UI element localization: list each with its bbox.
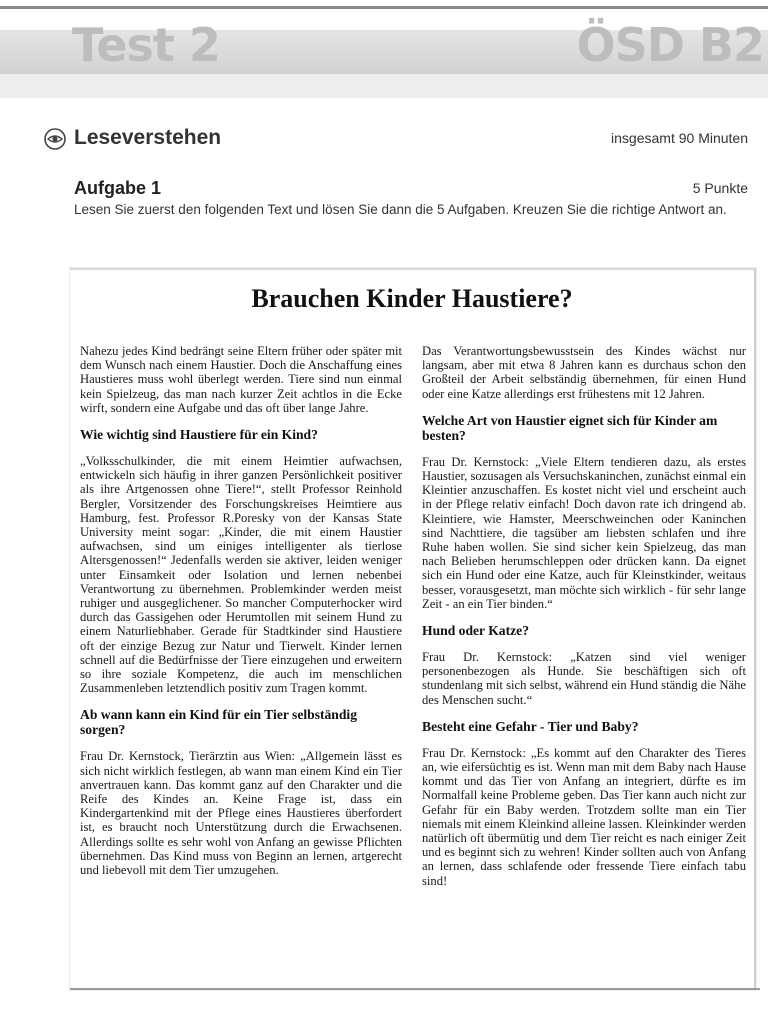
paragraph: Frau Dr. Kernstock: „Katzen sind viel weniger personenbezogen als Hunde. Sie beschäftigen sich oft stundenlang mit sich selbst, während ein Hund ständig die Nähe des Menschen sucht.“ <box>422 650 746 707</box>
paragraph: Frau Dr. Kernstock: „Viele Eltern tendieren dazu, als erstes Haustier, sozusagen als Versuchskaninchen, zunächst einmal ein Kleintier anzuschaffen. Es kostet nicht viel und erscheint auch in der Pflege relativ einfach! Doch davon rate ich dringend ab. Kleintiere, wie Hamster, Meerschweinchen oder Kaninchen sind Nachttiere, die tagsüber am liebsten schlafen und ihre Ruhe haben wollen. Sie sind sicher kein Spielzeug, das man nach Belieben herumschleppen oder drücken kann. Da eignet sich ein Hund oder eine Katze, auch für Kleinstkinder, weitaus besser, vorausgesetzt, man möchte sich wirklich - für sehr lange Zeit - an ein Tier binden.“ <box>422 454 746 611</box>
test-label: Test 2 <box>72 18 220 72</box>
paragraph: Frau Dr. Kernstock: „Es kommt auf den Charakter des Tieres an, wie eifersüchtig es ist. Wenn man mit dem Baby nach Hause kommt und das Tier von Anfang an integriert, dürfte es im Normalfall keine Probleme geben. Das Tier kann auch nicht zur Gefahr für ein Baby werden. Trotzdem sollte man ein Tier niemals mit einem Kleinkind alleine lassen. Kleinkinder werden natürlich oft übermütig und dem Tier reicht es nach einiger Zeit und es beginnt sich zu wehren! Kinder sollten auch von Anfang an lernen, dass schlafende oder fressende Tiere einfach tabu sind! <box>422 745 746 888</box>
task-title: Aufgabe 1 <box>74 178 162 198</box>
article-title: Brauchen Kinder Haustiere? <box>251 284 573 313</box>
section-title: Leseverstehen <box>74 126 222 149</box>
paragraph: Nahezu jedes Kind bedrängt seine Eltern früher oder später mit dem Wunsch nach einem Haustier. Doch die Anschaffung eines Haustieres muss wohl überlegt werden. Tiere sind nun einmal kein Spielzeug, das man nach kurzer Zeit achtlos in die Ecke wirft, sondern eine Aufgabe und das oft über lange Jahre. <box>80 344 402 415</box>
total-time: insgesamt 90 Minuten <box>611 130 748 146</box>
article-sheet <box>70 268 756 990</box>
task-points: 5 Punkte <box>692 180 748 196</box>
paragraph: Frau Dr. Kernstock, Tierärztin aus Wien: „Allgemein lässt es sich nicht wirklich festlegen, ab wann man einem Kind ein Tier anvertrauen kann. Das kommt ganz auf den Charakter und die Reife des Kindes an. Keine Frage ist, dass ein Kindergartenkind mit der Pflege eines Haustieres überfordert ist, es braucht noch Unterstützung durch die Erwachsenen. Allerdings sollte es sehr wohl von Anfang an gewisse Pflichten übernehmen. Das Kind muss von Beginn an lernen, artgerecht und liebevoll mit dem Tier umzugehen. <box>80 749 402 878</box>
header-substrip <box>0 74 768 98</box>
task-instruction: Lesen Sie zuerst den folgenden Text und lösen Sie dann die 5 Aufgaben. Kreuzen Sie die richtige Antwort an. <box>74 202 727 217</box>
eye-icon <box>44 128 66 150</box>
subheading: Ab wann kann ein Kind für ein Tier selbständig sorgen? <box>80 707 358 738</box>
paragraph: Das Verantwortungsbewusstsein des Kindes wächst nur langsam, aber mit etwa 8 Jahren kann es durchaus schon den Großteil der Arbeit selbständig übernehmen, für einen Hund oder eine Katze allerdings erst frühestens mit 12 Jahren. <box>422 344 746 401</box>
section-header <box>44 124 748 154</box>
subheading: Wie wichtig sind Haustiere für ein Kind? <box>80 427 318 443</box>
article-column-left <box>80 344 402 889</box>
exam-label: ÖSD B2 <box>576 18 764 72</box>
subheading: Hund oder Katze? <box>422 623 529 639</box>
sheet-bottom-edge <box>70 988 760 990</box>
paragraph: „Volksschulkinder, die mit einem Heimtier aufwachsen, entwickeln sich häufig in ihrer ganzen Persönlichkeit positiver als ihre Artgenossen ohne Tiere!“, stellt Professor Reinhold Bergler, Vorsitzender des Forschungskreises Heimtiere aus Hamburg, fest. Professor R.Poresky von der Kansas State University meint sogar: „Kinder, die mit einem Haustier aufwachsen, sind um einiges intelligenter als tierlose Altersgenossen!“ Jedenfalls werden sie aktiver, leiden weniger unter Einsamkeit oder Isolation und lernen nebenbei Verantwortung zu übernehmen. Problemkinder werden meist ruhiger und ausgeglichener. So mancher Computerhocker wird durch das Gassigehen oder Herumtollen mit seinem Hund zu einem Naturliebhaber. Gerade für Stadtkinder sind Haustiere oft der einzige Bezug zur Natur und Tierwelt. Kinder lernen schnell auf die Bedürfnisse der Tiere einzugehen und erweitern so ihre soziale Kompetenz, die auch im menschlichen Zusammenleben letztendlich positiv zum Tragen kommt. <box>80 454 402 696</box>
task-header <box>74 178 748 202</box>
header-rule <box>0 6 768 9</box>
subheading: Besteht eine Gefahr - Tier und Baby? <box>422 718 639 734</box>
article-column-right <box>422 344 746 900</box>
page-header <box>0 0 768 100</box>
subheading: Welche Art von Haustier eignet sich für Kinder am besten? <box>422 412 718 443</box>
